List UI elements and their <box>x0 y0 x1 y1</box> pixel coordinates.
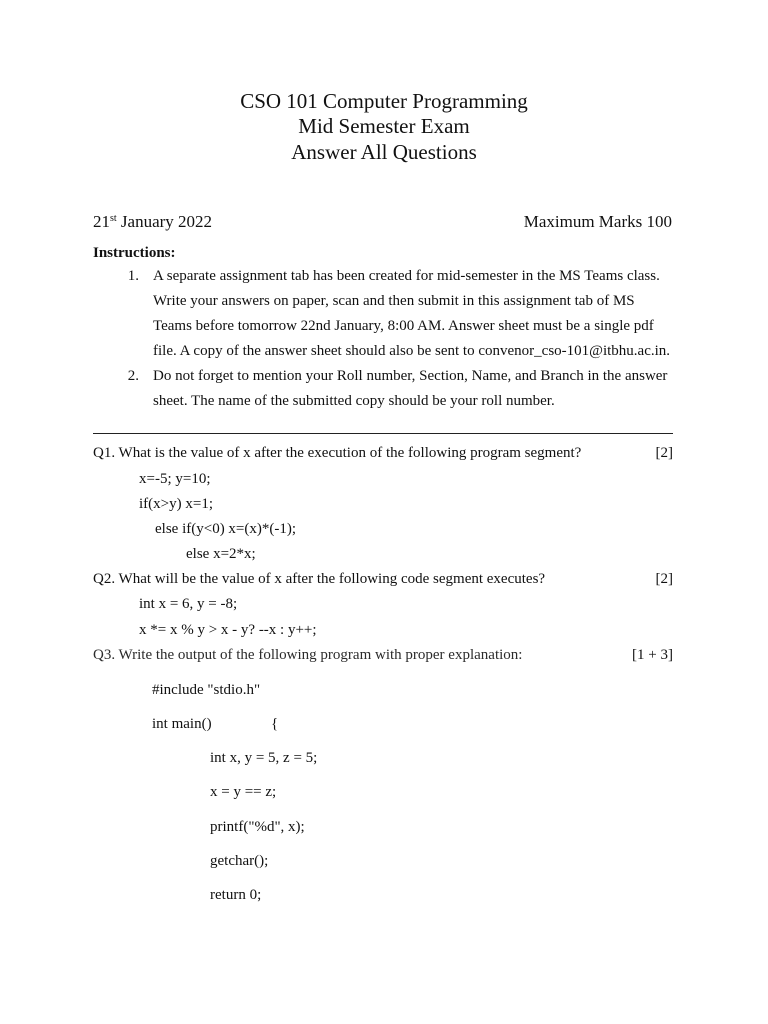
question-1-marks: [2] <box>655 445 673 461</box>
q3-code-line: x = y == z; <box>210 784 277 800</box>
q3-code-line: #include "stdio.h" <box>152 682 261 698</box>
q2-code-line: int x = 6, y = -8; <box>139 596 238 612</box>
instruction-number: 2. <box>127 368 139 384</box>
date-day: 21 <box>93 212 110 231</box>
question-3-text: Q3. Write the output of the following program with proper explanation: <box>93 647 523 663</box>
date-rest: January 2022 <box>116 212 213 231</box>
q3-code-line: printf("%d", x); <box>210 819 305 835</box>
instruction-line: Write your answers on paper, scan and then submit in this assignment tab of MS <box>153 293 635 309</box>
question-1-text: Q1. What is the value of x after the execution of the following program segment? <box>93 445 582 461</box>
q1-code-line: else if(y<0) x=(x)*(-1); <box>155 521 297 537</box>
instruction-line: A separate assignment tab has been created for mid-semester in the MS Teams class. <box>153 268 660 284</box>
instruction-line: sheet. The name of the submitted copy should be your roll number. <box>153 393 555 409</box>
question-3-marks: [1 + 3] <box>632 647 673 663</box>
q2-code-line: x *= x % y > x - y? --x : y++; <box>139 622 317 638</box>
date-suffix: st <box>110 213 117 224</box>
q3-code-line: int main() <box>152 716 212 732</box>
q1-code-line: x=-5; y=10; <box>139 471 211 487</box>
question-2-text: Q2. What will be the value of x after the following code segment executes? <box>93 571 546 587</box>
instruction-line: file. A copy of the answer sheet should also be sent to convenor_cso-101@itbhu.ac.in. <box>153 343 671 359</box>
instructions-heading: Instructions: <box>93 245 176 261</box>
q3-code-line: getchar(); <box>210 853 269 869</box>
instruction-item <box>93 364 675 414</box>
q3-code-line: return 0; <box>210 887 262 903</box>
instruction-item <box>93 264 675 364</box>
section-divider <box>93 433 673 434</box>
instruction-text <box>139 264 675 364</box>
course-title: CSO 101 Computer Programming <box>240 89 528 113</box>
instruction-text <box>139 364 675 414</box>
instruction-line: Teams before tomorrow 22nd January, 8:00 AM. Answer sheet must be a single pdf <box>153 318 654 334</box>
q3-code-line: { <box>271 716 279 732</box>
instruction-number: 1. <box>127 268 139 284</box>
exam-title: Mid Semester Exam <box>298 114 470 138</box>
exam-subtitle: Answer All Questions <box>291 140 477 164</box>
maximum-marks: Maximum Marks 100 <box>523 212 672 231</box>
exam-date <box>93 212 212 232</box>
instructions-list <box>93 264 675 414</box>
q1-code-line: if(x>y) x=1; <box>139 496 213 512</box>
q1-code-line: else x=2*x; <box>186 546 256 562</box>
question-2-marks: [2] <box>655 571 673 587</box>
instruction-line: Do not forget to mention your Roll number, Section, Name, and Branch in the answer <box>153 368 668 384</box>
q3-code-line: int x, y = 5, z = 5; <box>210 750 318 766</box>
